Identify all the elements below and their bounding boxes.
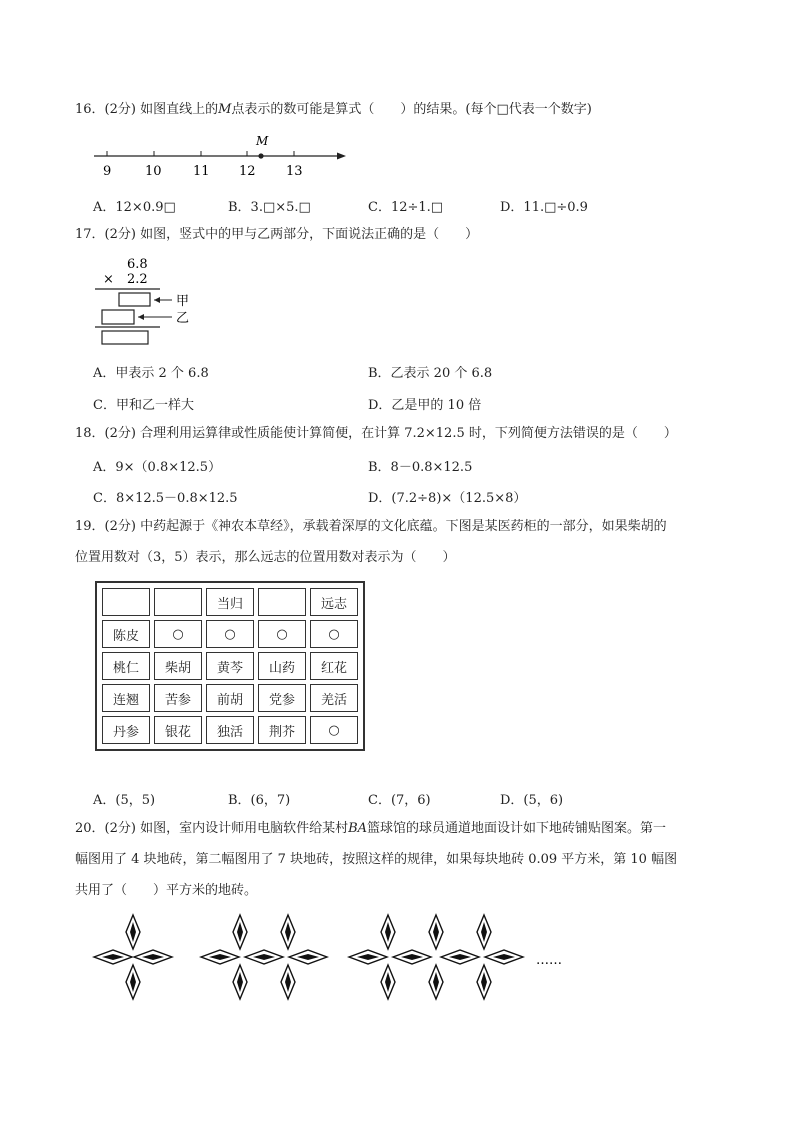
box-jia xyxy=(119,293,150,306)
q19-stem-line2: 位置用数对（3，5）表示，那么远志的位置用数对表示为（ ） xyxy=(75,550,456,565)
q18-option-a[interactable]: A．9×（0.8×12.5） xyxy=(93,460,222,475)
grid-cell: 苦参 xyxy=(154,684,202,712)
times-sign: × xyxy=(103,272,114,287)
grid-row xyxy=(102,620,358,648)
grid-cell: 独活 xyxy=(206,716,254,744)
ellipsis: …… xyxy=(536,953,562,968)
point-m-label: M xyxy=(256,134,269,148)
tick-label: 10 xyxy=(145,164,162,179)
q16-option-d[interactable]: D．11.□÷0.9 xyxy=(500,200,588,215)
grid-cell: ○ xyxy=(154,620,202,648)
box-yi xyxy=(102,310,134,324)
number-line xyxy=(90,130,360,180)
arrow-yi-head-icon xyxy=(138,314,144,320)
grid-cell xyxy=(154,588,202,616)
grid-cell xyxy=(258,588,306,616)
q18-stem: 18．(2分) 合理利用运算律或性质能使计算简便，在计算 7.2×12.5 时，下列简便方法错误的是（ ） xyxy=(75,426,677,441)
point-m xyxy=(258,153,263,158)
q16-stem: 16．(2分) 如图直线上的M点表示的数可能是算式（ ）的结果。(每个□代表一个数字) xyxy=(75,102,592,117)
grid-cell: 羌活 xyxy=(310,684,358,712)
pattern-2 xyxy=(201,915,327,999)
grid-cell: 党参 xyxy=(258,684,306,712)
grid-row xyxy=(102,716,358,744)
q19-option-c[interactable]: C．(7，6) xyxy=(368,793,431,808)
q16-option-b[interactable]: B．3.□×5.□ xyxy=(228,200,311,215)
medicine-cabinet-grid xyxy=(95,581,365,751)
grid-cell: 桃仁 xyxy=(102,652,150,680)
q20-stem-line3: 共用了（ ）平方米的地砖。 xyxy=(75,883,258,898)
q17-option-d[interactable]: D．乙是甲的 10 倍 xyxy=(368,398,482,413)
multiplicand: 6.8 xyxy=(127,257,148,272)
pattern-3 xyxy=(349,915,523,999)
grid-cell: 当归 xyxy=(206,588,254,616)
grid-cell: ○ xyxy=(258,620,306,648)
tick-label: 9 xyxy=(103,164,112,179)
q19-option-d[interactable]: D．(5，6) xyxy=(500,793,564,808)
q16-option-c[interactable]: C．12÷1.□ xyxy=(368,200,444,215)
grid-row xyxy=(102,588,358,616)
q17-stem: 17．(2分) 如图，竖式中的甲与乙两部分，下面说法正确的是（ ） xyxy=(75,227,479,242)
grid-cell: 黄芩 xyxy=(206,652,254,680)
label-yi: 乙 xyxy=(176,311,190,326)
q16-option-a[interactable]: A．12×0.9□ xyxy=(93,200,176,215)
grid-cell: 陈皮 xyxy=(102,620,150,648)
q19-option-b[interactable]: B．(6，7) xyxy=(228,793,291,808)
grid-cell: 银花 xyxy=(154,716,202,744)
grid-cell: ○ xyxy=(310,716,358,744)
grid-cell: 红花 xyxy=(310,652,358,680)
grid-cell: 丹参 xyxy=(102,716,150,744)
arrow-jia-head-icon xyxy=(154,297,160,303)
grid-row xyxy=(102,652,358,680)
q18-option-d[interactable]: D．(7.2÷8)×（12.5×8） xyxy=(368,491,527,506)
grid-cell: 连翘 xyxy=(102,684,150,712)
grid-cell: ○ xyxy=(310,620,358,648)
grid-cell xyxy=(102,588,150,616)
grid-cell: ○ xyxy=(206,620,254,648)
q18-option-b[interactable]: B．8－0.8×12.5 xyxy=(368,460,473,475)
arrow-head-icon xyxy=(337,153,346,160)
label-jia: 甲 xyxy=(176,294,190,309)
q20-stem-line2: 幅图用了 4 块地砖，第二幅图用了 7 块地砖，按照这样的规律，如果每块地砖 0.09 平方米，第 10 幅图 xyxy=(75,852,678,867)
grid-cell: 柴胡 xyxy=(154,652,202,680)
vertical-multiplication xyxy=(90,253,210,348)
q18-option-c[interactable]: C．8×12.5－0.8×12.5 xyxy=(93,491,238,506)
q17-option-b[interactable]: B．乙表示 20 个 6.8 xyxy=(368,366,493,381)
q20-stem-line1: 20．(2分) 如图，室内设计师用电脑软件给某村BA篮球馆的球员通道地面设计如下地砖铺贴图案。第一 xyxy=(75,821,667,836)
multiplier: 2.2 xyxy=(127,272,148,287)
tick-label: 12 xyxy=(239,164,256,179)
q19-stem-line1: 19．(2分) 中药起源于《神农本草经》，承载着深厚的文化底蕴。下图是某医药柜的一部分，如果柴胡的 xyxy=(75,519,667,534)
q17-option-c[interactable]: C．甲和乙一样大 xyxy=(93,398,194,413)
tick-label: 11 xyxy=(193,164,210,179)
tick-label: 13 xyxy=(286,164,303,179)
tile-pattern-figure xyxy=(90,912,570,1007)
q17-option-a[interactable]: A．甲表示 2 个 6.8 xyxy=(93,366,209,381)
grid-cell: 远志 xyxy=(310,588,358,616)
grid-row xyxy=(102,684,358,712)
q19-option-a[interactable]: A．(5，5) xyxy=(93,793,156,808)
grid-cell: 前胡 xyxy=(206,684,254,712)
box-product xyxy=(102,331,148,344)
grid-cell: 山药 xyxy=(258,652,306,680)
pattern-1 xyxy=(94,915,172,999)
grid-cell: 荆芥 xyxy=(258,716,306,744)
